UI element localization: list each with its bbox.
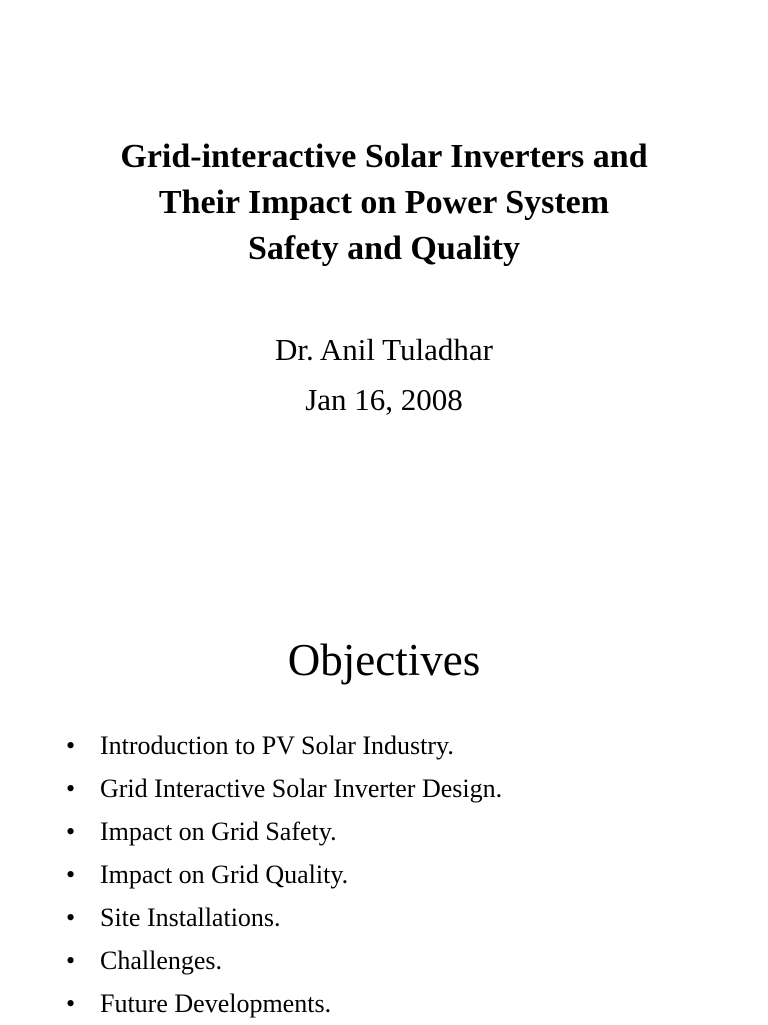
- bullet-icon: •: [66, 860, 76, 889]
- objectives-slide: [0, 600, 768, 1024]
- list-item: [66, 853, 502, 896]
- bullet-icon: •: [66, 903, 76, 932]
- title-line: Grid-interactive Solar Inverters and: [120, 138, 648, 175]
- list-item-text: Impact on Grid Safety.: [100, 817, 337, 846]
- bullet-icon: •: [66, 731, 76, 760]
- presentation-title: [40, 134, 728, 272]
- list-item: [66, 896, 502, 939]
- list-item-text: Future Developments.: [100, 989, 332, 1018]
- bullet-icon: •: [66, 774, 76, 803]
- objectives-heading: Objectives: [287, 635, 481, 685]
- list-item: [66, 724, 502, 767]
- list-item-text: Challenges.: [100, 946, 223, 975]
- list-item-text: Grid Interactive Solar Inverter Design.: [100, 774, 503, 803]
- bullet-icon: •: [66, 817, 76, 846]
- list-item-text: Impact on Grid Quality.: [100, 860, 349, 889]
- list-item: [66, 810, 502, 853]
- title-line: Safety and Quality: [247, 230, 521, 267]
- presentation-date: Jan 16, 2008: [305, 382, 463, 417]
- list-item: [66, 939, 502, 982]
- author-name: Dr. Anil Tuladhar: [275, 332, 493, 367]
- bullet-icon: •: [66, 946, 76, 975]
- list-item: [66, 767, 502, 810]
- list-item-text: Site Installations.: [100, 903, 281, 932]
- list-item-text: Introduction to PV Solar Industry.: [100, 731, 454, 760]
- bullet-icon: •: [66, 989, 76, 1018]
- list-item: [66, 982, 502, 1025]
- title-line: Their Impact on Power System: [158, 184, 610, 221]
- objectives-list: [66, 724, 502, 1025]
